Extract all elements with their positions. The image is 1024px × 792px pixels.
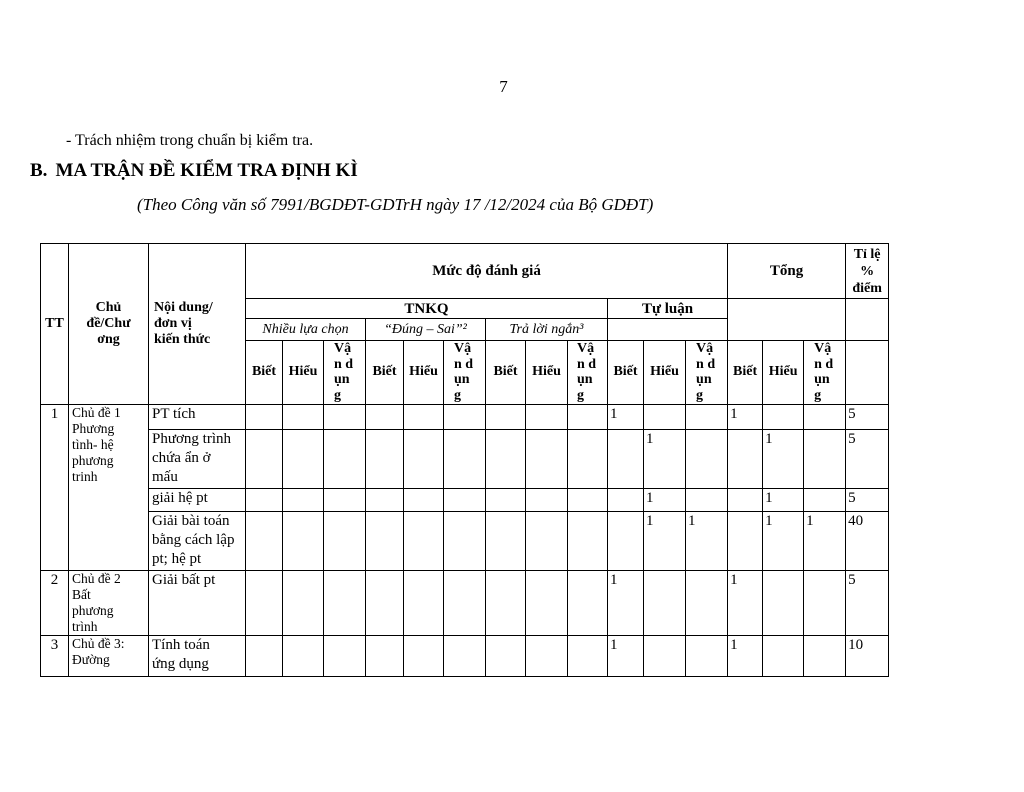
header-biet: Biết [486, 341, 526, 405]
cell [366, 404, 404, 429]
cell-tong-biet: 1 [728, 635, 763, 676]
cell [608, 488, 644, 511]
header-noi-dung [149, 244, 246, 405]
cell [246, 570, 283, 635]
cell [644, 570, 686, 635]
cell [568, 429, 608, 488]
header-van-dung-text: Vận dụng [696, 341, 716, 403]
cell-tu-luan-hieu: 1 [644, 511, 686, 570]
header-muc-do-danh-gia: Mức độ đánh giá [246, 244, 728, 299]
cell-tu-luan-van-dung: 1 [686, 511, 728, 570]
assessment-matrix-table [40, 243, 889, 677]
cell [283, 404, 324, 429]
header-van-dung [686, 341, 728, 405]
empty-cell [846, 341, 889, 405]
cell [283, 635, 324, 676]
cell-chu-de: Chủ đề 3: Đường [69, 635, 149, 676]
cell-tt: 1 [41, 404, 69, 570]
cell-ti-le: 5 [846, 404, 889, 429]
cell [404, 511, 444, 570]
cell-tu-luan-biet: 1 [608, 404, 644, 429]
header-nhieu-lua-chon: Nhiều lựa chọn [246, 319, 366, 341]
intro-line: - Trách nhiệm trong chuẩn bị kiểm tra. [66, 132, 314, 149]
cell-noi-dung: Phương trình chứa ẩn ở mấu [149, 429, 246, 488]
cell [804, 404, 846, 429]
cell-tong-hieu: 1 [763, 429, 804, 488]
header-van-dung-text: Vận dụng [577, 341, 597, 403]
cell [283, 570, 324, 635]
cell-chu-de: Chủ đề 1 Phương tình- hệ phương trinh [69, 404, 149, 570]
cell-ti-le: 5 [846, 570, 889, 635]
header-hieu: Hiểu [644, 341, 686, 405]
section-subtitle: (Theo Công văn số 7991/BGDĐT-GDTrH ngày 17 /12/2024 của Bộ GDĐT) [137, 195, 654, 214]
cell [763, 635, 804, 676]
cell [283, 511, 324, 570]
header-biet: Biết [366, 341, 404, 405]
cell [324, 570, 366, 635]
header-noi-dung-text: Nội dung/đơn vị kiến thức [154, 299, 213, 347]
cell-chu-de: Chủ đề 2 Bất phương trình [69, 570, 149, 635]
header-biet: Biết [246, 341, 283, 405]
cell [644, 404, 686, 429]
cell [568, 511, 608, 570]
cell [568, 570, 608, 635]
cell [804, 570, 846, 635]
cell-noi-dung: Tính toán ứng dụng [149, 635, 246, 676]
section-heading [30, 160, 358, 182]
cell [686, 570, 728, 635]
cell-noi-dung: Giải bài toán bằng cách lập pt; hệ pt [149, 511, 246, 570]
header-van-dung [804, 341, 846, 405]
cell [526, 635, 568, 676]
cell [366, 429, 404, 488]
cell [526, 511, 568, 570]
cell [324, 488, 366, 511]
cell [246, 404, 283, 429]
header-hieu: Hiểu [526, 341, 568, 405]
cell [486, 570, 526, 635]
cell [804, 429, 846, 488]
section-heading-label: B. [30, 160, 48, 181]
section-heading-title: MA TRẬN ĐỀ KIỂM TRA ĐỊNH KÌ [55, 160, 358, 181]
header-van-dung [324, 341, 366, 405]
cell [804, 488, 846, 511]
header-tra-loi-ngan: Trả lời ngắn³ [486, 319, 608, 341]
cell [283, 488, 324, 511]
header-van-dung [568, 341, 608, 405]
cell [728, 429, 763, 488]
header-hieu: Hiểu [283, 341, 324, 405]
header-van-dung-text: Vận dụng [334, 341, 354, 403]
header-ti-le: Tỉ lệ % điểm [846, 244, 889, 299]
cell [728, 511, 763, 570]
cell-tong-biet: 1 [728, 570, 763, 635]
header-van-dung [444, 341, 486, 405]
cell [568, 404, 608, 429]
cell [444, 404, 486, 429]
header-dung-sai: “Đúng – Sai”² [366, 319, 486, 341]
cell [444, 570, 486, 635]
cell-ti-le: 10 [846, 635, 889, 676]
cell [486, 429, 526, 488]
cell [608, 511, 644, 570]
cell [568, 635, 608, 676]
cell [404, 404, 444, 429]
cell-tu-luan-hieu: 1 [644, 488, 686, 511]
cell [324, 511, 366, 570]
cell [686, 404, 728, 429]
cell [686, 488, 728, 511]
header-van-dung-text: Vận dụng [814, 341, 834, 403]
cell-tt: 3 [41, 635, 69, 676]
cell [526, 429, 568, 488]
cell-tu-luan-hieu: 1 [644, 429, 686, 488]
cell-noi-dung: PT tích [149, 404, 246, 429]
cell [444, 511, 486, 570]
empty-cell [846, 299, 889, 341]
cell-tong-biet: 1 [728, 404, 763, 429]
header-biet: Biết [728, 341, 763, 405]
cell [608, 429, 644, 488]
cell [404, 488, 444, 511]
empty-cell [728, 299, 846, 341]
cell [366, 570, 404, 635]
cell [526, 404, 568, 429]
cell [444, 429, 486, 488]
cell [246, 511, 283, 570]
header-chu-de-text: Chủ đề/Chương [86, 299, 131, 347]
cell [728, 488, 763, 511]
cell [246, 488, 283, 511]
header-chu-de [69, 244, 149, 405]
cell-tu-luan-biet: 1 [608, 570, 644, 635]
header-biet: Biết [608, 341, 644, 405]
cell [686, 429, 728, 488]
cell-ti-le: 5 [846, 429, 889, 488]
header-tu-luan: Tự luận [608, 299, 728, 319]
cell-tong-hieu: 1 [763, 488, 804, 511]
cell [486, 488, 526, 511]
header-tt: TT [41, 244, 69, 405]
cell [763, 570, 804, 635]
cell [366, 511, 404, 570]
cell-ti-le: 5 [846, 488, 889, 511]
header-tong: Tổng [728, 244, 846, 299]
cell [246, 635, 283, 676]
cell [526, 570, 568, 635]
empty-cell [608, 319, 728, 341]
cell-tong-hieu: 1 [763, 511, 804, 570]
cell [246, 429, 283, 488]
page-number: 7 [499, 77, 508, 96]
cell-noi-dung: giải hệ pt [149, 488, 246, 511]
cell [324, 635, 366, 676]
cell-tong-van-dung: 1 [804, 511, 846, 570]
cell [324, 429, 366, 488]
cell-ti-le: 40 [846, 511, 889, 570]
header-tnkq: TNKQ [246, 299, 608, 319]
cell [366, 635, 404, 676]
cell [486, 635, 526, 676]
cell [763, 404, 804, 429]
cell [444, 635, 486, 676]
cell [324, 404, 366, 429]
header-hieu: Hiểu [404, 341, 444, 405]
cell [486, 404, 526, 429]
cell [686, 635, 728, 676]
cell [568, 488, 608, 511]
cell [283, 429, 324, 488]
header-hieu: Hiểu [763, 341, 804, 405]
cell [404, 635, 444, 676]
cell [486, 511, 526, 570]
cell [444, 488, 486, 511]
header-van-dung-text: Vận dụng [454, 341, 474, 403]
cell-noi-dung: Giải bất pt [149, 570, 246, 635]
cell-tt: 2 [41, 570, 69, 635]
cell [526, 488, 568, 511]
cell-tu-luan-biet: 1 [608, 635, 644, 676]
cell [404, 429, 444, 488]
cell [404, 570, 444, 635]
cell [366, 488, 404, 511]
cell [644, 635, 686, 676]
cell [804, 635, 846, 676]
